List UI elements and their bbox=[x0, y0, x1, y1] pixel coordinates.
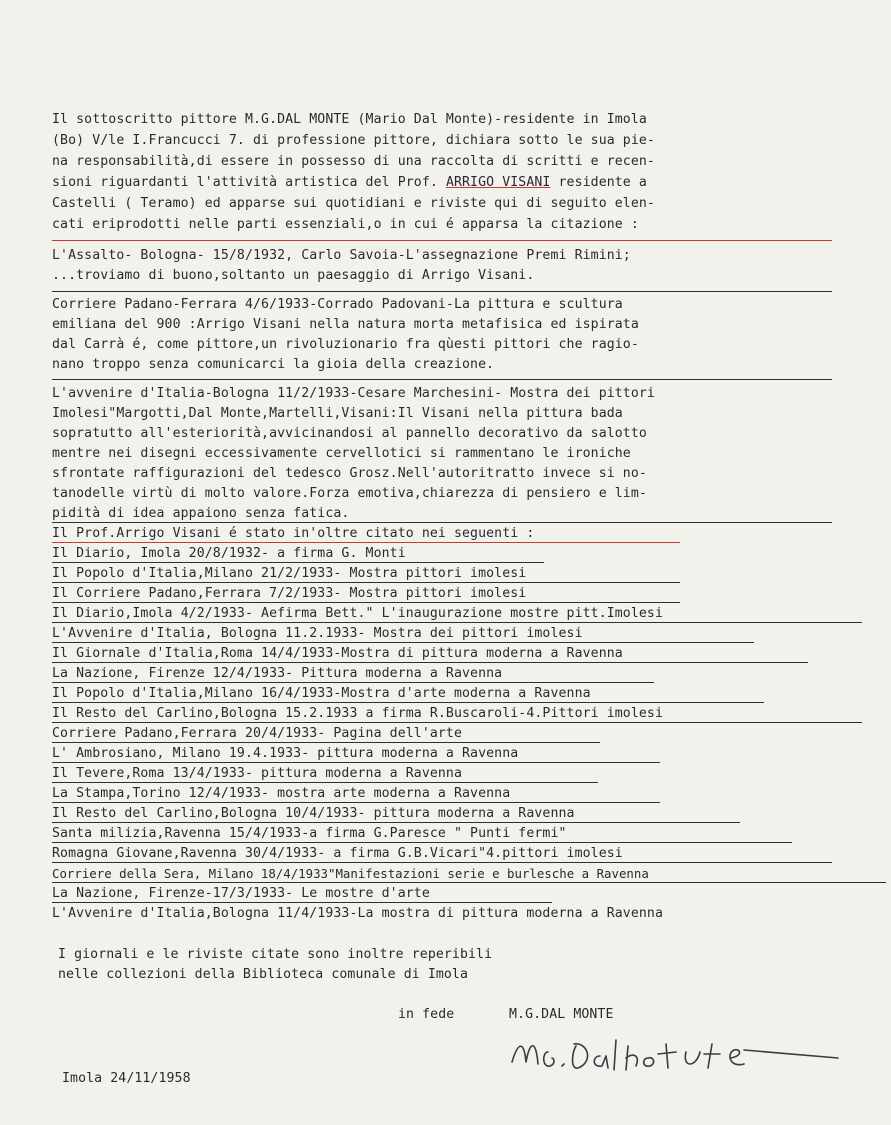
signatory-name: M.G.DAL MONTE bbox=[509, 1007, 614, 1022]
list-item: La Nazione, Firenze 12/4/1933- Pittura moderna a Ravenna bbox=[52, 666, 503, 681]
citation-text: ...troviamo di buono,soltanto un paesaggio di Arrigo Visani. bbox=[52, 268, 535, 283]
intro-line: Castelli ( Teramo) ed apparse sui quotidiani e riviste qui di seguito elen- bbox=[52, 196, 655, 211]
citation-text: pidità di idea appaiono senza fatica. bbox=[52, 506, 350, 521]
list-item: Il Giornale d'Italia,Roma 14/4/1933-Mostra di pittura moderna a Ravenna bbox=[52, 646, 623, 661]
divider bbox=[52, 882, 886, 883]
divider bbox=[52, 562, 544, 563]
divider bbox=[52, 682, 654, 683]
list-item: Il Diario, Imola 20/8/1932- a firma G. Monti bbox=[52, 546, 406, 561]
intro-line bbox=[52, 175, 647, 191]
closing-line: I giornali e le riviste citate sono inoltre reperibili bbox=[58, 947, 493, 962]
list-item: Corriere della Sera, Milano 18/4/1933"Manifestazioni serie e burlesche a Ravenna bbox=[52, 866, 649, 881]
list-item: Santa milizia,Ravenna 15/4/1933-a firma G.Paresce " Punti fermi" bbox=[52, 826, 567, 841]
list-item: La Nazione, Firenze-17/3/1933- Le mostre d'arte bbox=[52, 886, 430, 901]
citation-text: emiliana del 900 :Arrigo Visani nella natura morta metafisica ed ispirata bbox=[52, 317, 639, 332]
place-date: Imola 24/11/1958 bbox=[62, 1071, 191, 1086]
list-item: Il Resto del Carlino,Bologna 15.2.1933 a firma R.Buscaroli-4.Pittori imolesi bbox=[52, 706, 664, 721]
intro-line: (Bo) V/le I.Francucci 7. di professione pittore, dichiara sotto le sua pie- bbox=[52, 133, 655, 148]
divider bbox=[52, 522, 832, 523]
list-item: Il Diario,Imola 4/2/1933- Aefirma Bett." L'inaugurazione mostre pitt.Imolesi bbox=[52, 606, 664, 621]
divider bbox=[52, 702, 764, 703]
citation-text: sopratutto all'esteriorità,avvicinandosi al pannello decorativo da salotto bbox=[52, 426, 647, 441]
list-item: Il Corriere Padano,Ferrara 7/2/1933- Mostra pittori imolesi bbox=[52, 586, 527, 601]
divider bbox=[52, 802, 660, 803]
list-item: Il Tevere,Roma 13/4/1933- pittura moderna a Ravenna bbox=[52, 766, 463, 781]
list-item: Il Popolo d'Italia,Milano 21/2/1933- Mostra pittori imolesi bbox=[52, 566, 527, 581]
divider bbox=[52, 582, 680, 583]
divider bbox=[52, 622, 862, 623]
list-item: Romagna Giovane,Ravenna 30/4/1933- a firma G.B.Vicari"4.pittori imolesi bbox=[52, 846, 623, 861]
citation-text: dal Carrà é, come pittore,un rivoluzionario fra qùesti pittori che ragio- bbox=[52, 337, 639, 352]
citation-text: tanodelle virtù di molto valore.Forza emotiva,chiarezza di pensiero e lim- bbox=[52, 486, 647, 501]
intro-text: sioni riguardanti l'attività artistica del Prof. bbox=[52, 175, 446, 190]
divider bbox=[52, 379, 832, 380]
divider bbox=[52, 822, 740, 823]
red-divider bbox=[52, 542, 680, 543]
citation-text: L'avvenire d'Italia-Bologna 11/2/1933-Cesare Marchesini- Mostra dei pittori bbox=[52, 386, 655, 401]
in-fede-label: in fede bbox=[398, 1007, 455, 1022]
list-item: Il Popolo d'Italia,Milano 16/4/1933-Mostra d'arte moderna a Ravenna bbox=[52, 686, 591, 701]
divider bbox=[52, 291, 832, 292]
citation-text: Corriere Padano-Ferrara 4/6/1933-Corrado Padovani-La pittura e scultura bbox=[52, 297, 623, 312]
highlighted-name: ARRIGO VISANI bbox=[445, 175, 551, 190]
list-item: L'Avvenire d'Italia, Bologna 11.2.1933- Mostra dei pittori imolesi bbox=[52, 626, 583, 641]
citation-text: sfrontate raffigurazioni del tedesco Grosz.Nell'autoritratto invece si no- bbox=[52, 466, 647, 481]
divider bbox=[52, 742, 600, 743]
list-item: Corriere Padano,Ferrara 20/4/1933- Pagina dell'arte bbox=[52, 726, 463, 741]
list-item: L' Ambrosiano, Milano 19.4.1933- pittura moderna a Ravenna bbox=[52, 746, 519, 761]
signature bbox=[508, 1022, 848, 1082]
citation-text: mentre nei disegni eccessivamente cervellotici si rammentano le ironiche bbox=[52, 446, 631, 461]
citation-text: L'Assalto- Bologna- 15/8/1932, Carlo Savoia-L'assegnazione Premi Rimini; bbox=[52, 248, 631, 263]
divider bbox=[52, 642, 754, 643]
divider bbox=[52, 662, 808, 663]
list-item: La Stampa,Torino 12/4/1933- mostra arte moderna a Ravenna bbox=[52, 786, 511, 801]
intro-line: cati eriprodotti nelle parti essenziali,o in cui é apparsa la citazione : bbox=[52, 217, 639, 232]
red-divider bbox=[52, 240, 832, 241]
divider bbox=[52, 862, 832, 863]
divider bbox=[52, 842, 792, 843]
divider bbox=[52, 782, 598, 783]
intro-line: Il sottoscritto pittore M.G.DAL MONTE (Mario Dal Monte)-residente in Imola bbox=[52, 112, 647, 127]
divider bbox=[52, 762, 660, 763]
divider bbox=[52, 602, 680, 603]
divider bbox=[52, 902, 552, 903]
intro-line: na responsabilità,di essere in possesso di una raccolta di scritti e recen- bbox=[52, 154, 655, 169]
intro-text: residente a bbox=[550, 175, 647, 190]
citation-text: Imolesi"Margotti,Dal Monte,Martelli,Visani:Il Visani nella pittura bada bbox=[52, 406, 623, 421]
citation-text: nano troppo senza comunicarci la gioia della creazione. bbox=[52, 357, 495, 372]
list-heading: Il Prof.Arrigo Visani é stato in'oltre citato nei seguenti : bbox=[52, 526, 535, 541]
list-item: L'Avvenire d'Italia,Bologna 11/4/1933-La mostra di pittura moderna a Ravenna bbox=[52, 906, 664, 921]
divider bbox=[52, 722, 862, 723]
list-item: Il Resto del Carlino,Bologna 10/4/1933- pittura moderna a Ravenna bbox=[52, 806, 575, 821]
closing-line: nelle collezioni della Biblioteca comunale di Imola bbox=[58, 967, 469, 982]
